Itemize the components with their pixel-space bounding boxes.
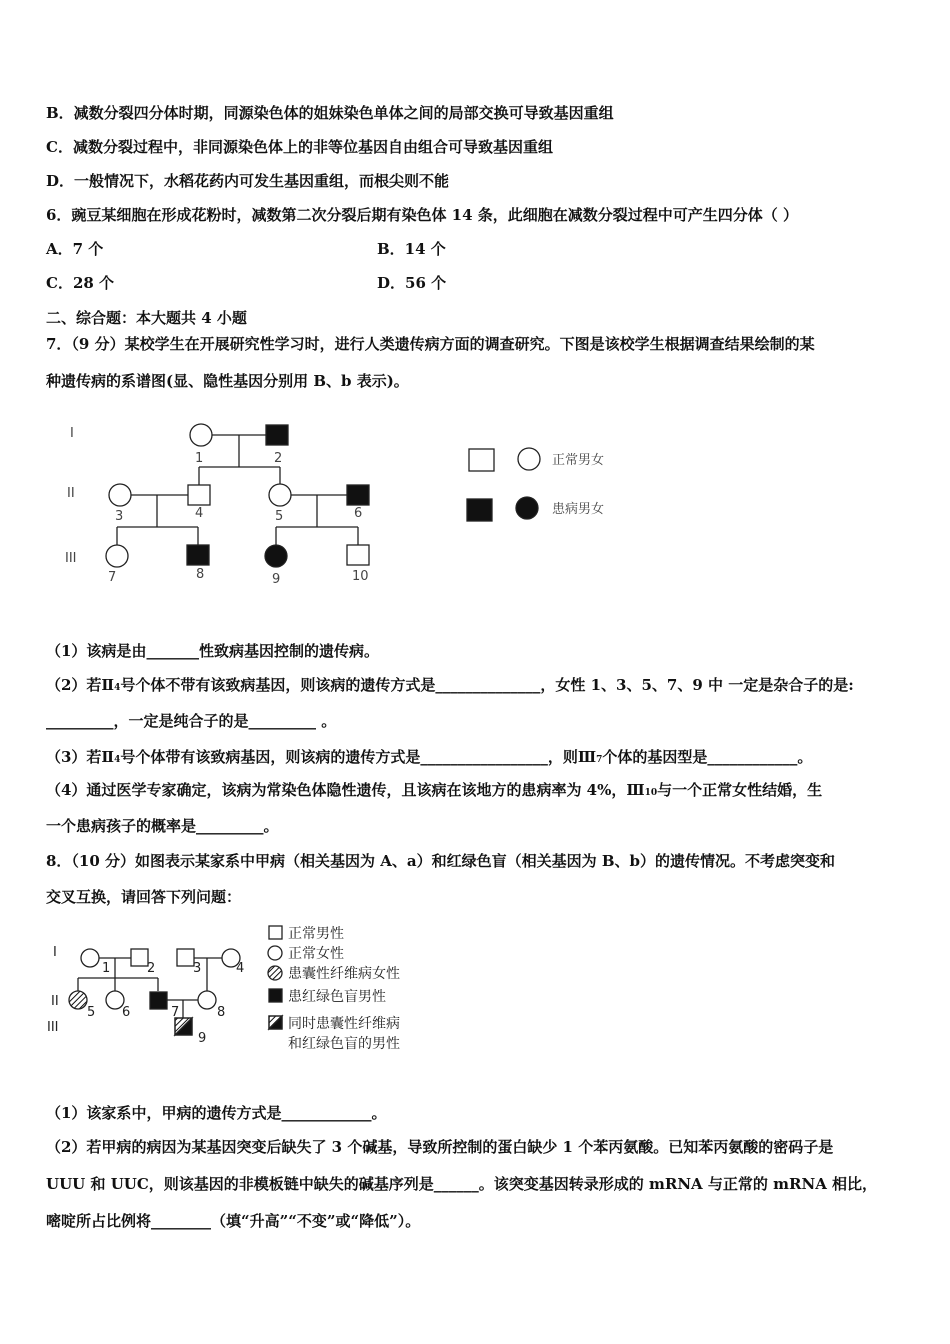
pedigree-label: 1 <box>102 961 111 976</box>
q7-part4-line2: 一个患病孩子的概率是_________。 <box>46 817 279 835</box>
gen-label-1: I <box>53 945 57 960</box>
pedigree-label: 正常女性 <box>288 946 344 962</box>
section-heading: 二、综合题：本大题共 4 小题 <box>46 309 247 327</box>
gen-label-3: III <box>47 1020 59 1035</box>
q5-option-c: C．减数分裂过程中，非同源染色体上的非等位基因自由组合可导致基因重组 <box>46 138 553 156</box>
gen-label-2: II <box>51 994 59 1009</box>
q6-option-b: B．14 个 <box>377 240 446 258</box>
gen-label-1: I <box>70 426 74 441</box>
pedigree-label: 9 <box>272 572 281 587</box>
pedigree-label: 同时患囊性纤维病 <box>288 1016 400 1032</box>
q7-part2-line1: （2）若Ⅱ4号个体不带有该致病基因，则该病的遗传方式是______________，女性 1、3、5、7、9 中 一定是杂合子的是: <box>46 676 854 694</box>
q5-option-d: D．一般情况下，水稻花药内可发生基因重组，而根尖则不能 <box>46 172 450 190</box>
pedigree-label: 2 <box>147 961 156 976</box>
pedigree-label: 4 <box>236 961 245 976</box>
q7-part1: （1）该病是由_______性致病基因控制的遗传病。 <box>46 642 379 660</box>
q7-stem-line2: 种遗传病的系谱图(显、隐性基因分别用 B、b 表示)。 <box>46 372 409 390</box>
q6-option-a: A．7 个 <box>46 240 104 258</box>
pedigree-label: 3 <box>193 961 202 976</box>
q7-part4-line1: （4）通过医学专家确定，该病为常染色体隐性遗传，且该病在该地方的患病率为 4%，Ⅲ10与一个正常女性结婚，生 <box>46 781 823 799</box>
pedigree-label: 9 <box>198 1031 207 1046</box>
pedigree-label: 8 <box>196 567 205 582</box>
pedigree-label: 和红绿色盲的男性 <box>288 1036 400 1052</box>
q8-stem-line2: 交叉互换，请回答下列问题： <box>46 888 242 906</box>
pedigree-label: 4 <box>195 506 204 521</box>
q5-option-b: B．减数分裂四分体时期，同源染色体的姐妹染色单体之间的局部交换可导致基因重组 <box>46 104 614 122</box>
pedigree-label: 5 <box>275 509 284 524</box>
legend-normal-label: 正常男女 <box>552 453 605 468</box>
q7-part3: （3）若Ⅱ4号个体带有该致病基因，则该病的遗传方式是_________________，则Ⅲ7个体的基因型是____________。 <box>46 748 813 766</box>
pedigree-label: 6 <box>122 1005 131 1020</box>
pedigree-label: 10 <box>352 569 369 584</box>
q6-option-c: C．28 个 <box>46 274 115 292</box>
q6-option-d: D．56 个 <box>377 274 447 292</box>
q8-part1: （1）该家系中，甲病的遗传方式是____________。 <box>46 1104 387 1122</box>
pedigree-label: 1 <box>195 451 204 466</box>
pedigree-label: 7 <box>108 570 117 585</box>
q7-pedigree-figure <box>55 410 635 595</box>
q8-part2-line1: （2）若甲病的病因为某基因突变后缺失了 3 个碱基，导致所控制的蛋白缺少 1 个苯丙氨酸。已知苯丙氨酸的密码子是 <box>46 1138 834 1156</box>
q8-part2-line2: UUU 和 UUC，则该基因的非模板链中缺失的碱基序列是______。该突变基因转录形成的 mRNA 与正常的 mRNA 相比， <box>46 1175 878 1193</box>
legend-affected-label: 患病男女 <box>552 502 605 517</box>
q6-stem: 6．豌豆某细胞在形成花粉时，减数第二次分裂后期有染色体 14 条，此细胞在减数分裂过程中可产生四分体（ ） <box>46 206 798 224</box>
q8-stem-line1: 8．（10 分）如图表示某家系中甲病（相关基因为 A、a）和红绿色盲（相关基因为 B、b）的遗传情况。不考虑突变和 <box>46 852 836 870</box>
pedigree-label: 6 <box>354 506 363 521</box>
pedigree-label: 2 <box>274 451 283 466</box>
pedigree-label: 患红绿色盲男性 <box>288 989 386 1005</box>
pedigree-label: 5 <box>87 1005 96 1020</box>
pedigree-label: 7 <box>171 1005 180 1020</box>
pedigree-label: 8 <box>217 1005 226 1020</box>
pedigree-label: 3 <box>115 509 124 524</box>
q8-pedigree-figure <box>45 918 445 1058</box>
q7-stem-line1: 7．（9 分）某校学生在开展研究性学习时，进行人类遗传病方面的调查研究。下图是该校学生根据调查结果绘制的某 <box>46 335 815 353</box>
pedigree-label: 正常男性 <box>288 926 344 942</box>
pedigree-label: 患囊性纤维病女性 <box>288 966 400 982</box>
q7-part2-line2: _________，一定是纯合子的是_________ 。 <box>46 712 337 730</box>
gen-label-2: II <box>67 486 75 501</box>
gen-label-3: III <box>65 551 77 566</box>
q8-part2-line3: 嘧啶所占比例将________（填“升高”“不变”或“降低”）。 <box>46 1212 421 1230</box>
